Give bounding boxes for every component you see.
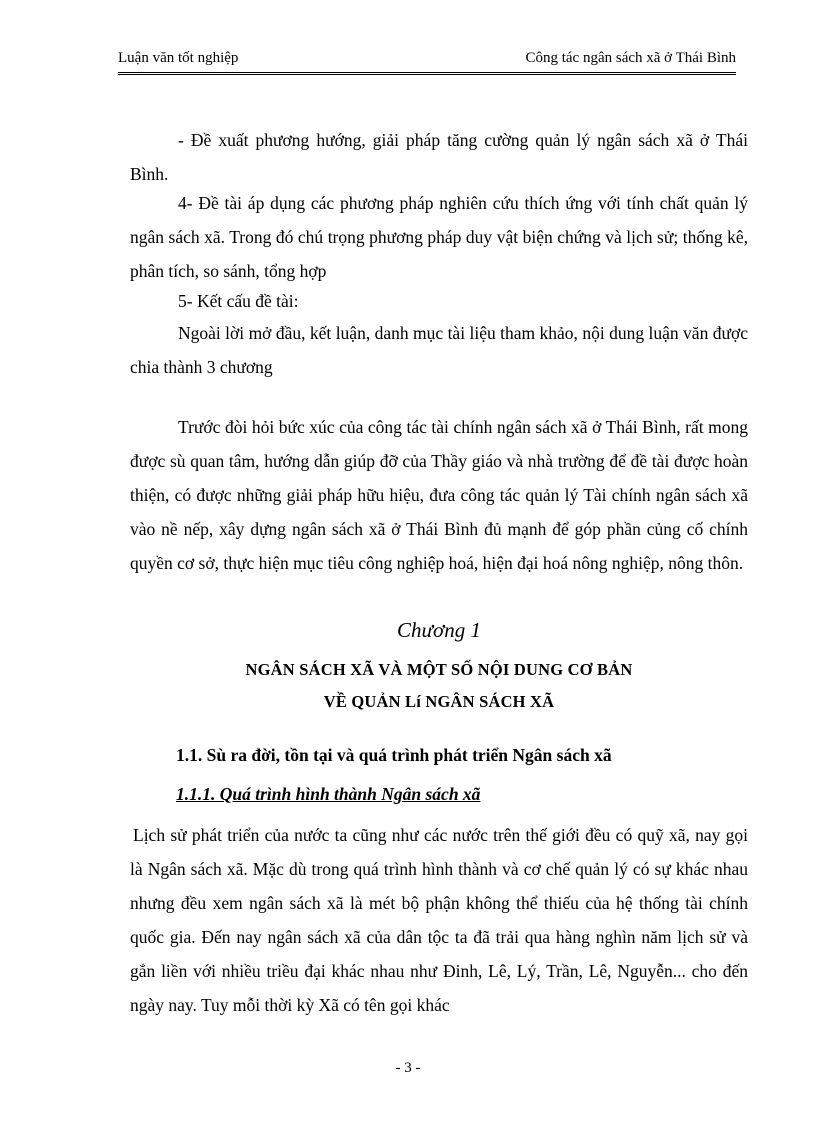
- chapter-label: Chương 1: [397, 618, 481, 642]
- paragraph-structure: Ngoài lời mở đầu, kết luận, danh mục tài liệu tham khảo, nội dung luận văn được chia thành 3 chương: [130, 323, 748, 377]
- chapter-title-line2: VỀ QUẢN Lí NGÂN SÁCH XÃ: [323, 692, 555, 711]
- paragraph-structure-heading: 5- Kết cấu đề tài:: [178, 291, 299, 311]
- section-heading: 1.1. Sù ra đời, tồn tại và quá trình phát triển Ngân sách xã: [176, 745, 612, 765]
- header-left-title: Luận văn tốt nghiệp: [118, 50, 239, 66]
- chapter-title-line1: NGÂN SÁCH XÃ VÀ MỘT SỐ NỘI DUNG CƠ BẢN: [245, 660, 633, 679]
- paragraph-methods: 4- Đề tài áp dụng các phương pháp nghiên cứu thích ứng với tính chất quản lý ngân sách xã. Trong đó chú trọng phương pháp duy vật biện chứng và lịch sử; thống kê, phân tích, so sánh, tổng hợp: [130, 193, 748, 281]
- body-paragraph: Lịch sử phát triển của nước ta cũng như các nước trên thế giới đều có quỹ xã, nay gọi là Ngân sách xã. Mặc dù trong quá trình hình thành và cơ chế quản lý có sự khác nhau nhưng đều xem ngân sách xã là mét bộ phận không thể thiếu của hệ thống tài chính quốc gia. Đến nay ngân sách xã của dân tộc ta đã trải qua hàng nghìn năm lịch sử và gắn liền với nhiều triều đại khác nhau như Đinh, Lê, Lý, Trần, Lê, Nguyễn... cho đến ngày nay. Tuy mỗi thời kỳ Xã có tên gọi khác: [130, 825, 748, 1015]
- header-right-title: Công tác ngân sách xã ở Thái Bình: [525, 50, 736, 66]
- page-header: [118, 48, 736, 75]
- page-number: - 3 -: [395, 1060, 421, 1076]
- paragraph-closing: Trước đòi hỏi bức xúc của công tác tài chính ngân sách xã ở Thái Bình, rất mong được sù quan tâm, hướng dẫn giúp đỡ của Thầy giáo và nhà trường để đề tài được hoàn thiện, có được những giải pháp hữu hiệu, đưa công tác quản lý Tài chính ngân sách xã vào nề nếp, xây dựng ngân sách xã ở Thái Bình đủ mạnh để góp phần củng cố chính quyền cơ sở, thực hiện mục tiêu công nghiệp hoá, hiện đại hoá nông nghiệp, nông thôn.: [130, 417, 748, 573]
- subsection-heading: 1.1.1. Quá trình hình thành Ngân sách xã: [176, 784, 481, 804]
- paragraph-proposal: - Đề xuất phương hướng, giải pháp tăng cường quản lý ngân sách xã ở Thái Bình.: [130, 130, 748, 184]
